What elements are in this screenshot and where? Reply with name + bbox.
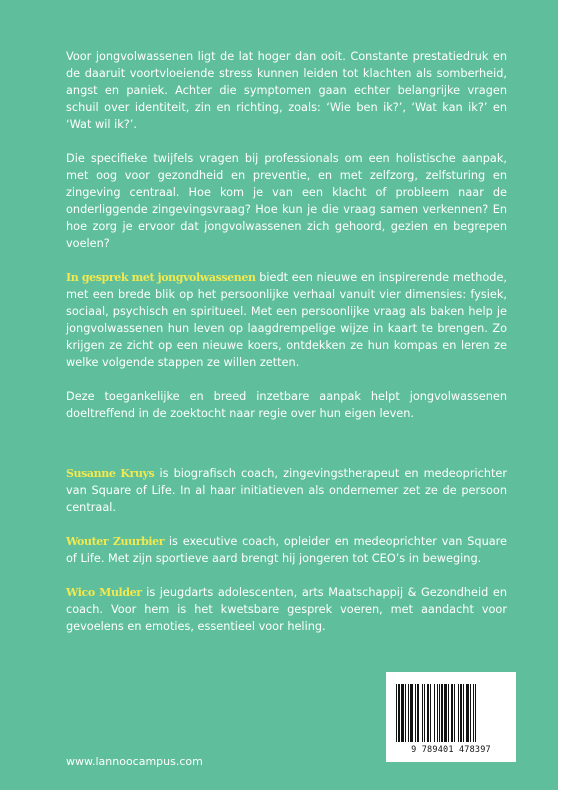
author-bio-text: is jeugdarts adolescenten, arts Maatschappij & Gezondheid en coach. Voor hem is het kwetsbare gesprek voeren, met aandacht voor gevoelens en emoties, essentieel voor heling.: [66, 586, 507, 633]
barcode-bar: [463, 684, 464, 742]
barcode-bar: [417, 684, 419, 742]
barcode-bar: [430, 684, 431, 742]
barcode-bar: [408, 684, 409, 742]
back-cover-text: [66, 48, 507, 635]
publisher-website: www.lannoocampus.com: [66, 755, 203, 768]
barcode-bar: [415, 684, 416, 742]
barcode-bar: [401, 684, 404, 742]
author-bio-text: is executive coach, opleider en medeoprichter van Square of Life. Met zijn sportieve aard brengt hij jongeren tot CEO’s in beweging.: [66, 535, 507, 565]
barcode-bar: [439, 684, 440, 742]
barcode-bar: [475, 684, 476, 742]
barcode-bar: [448, 684, 449, 742]
intro-paragraph-4: Deze toegankelijke en breed inzetbare aanpak helpt jongvolwassenen doeltreffend in de zoektocht naar regie over hun eigen leven.: [66, 390, 507, 420]
barcode-bar: [451, 684, 453, 742]
barcode-bar: [422, 684, 423, 742]
author-bio-text: is biografisch coach, zingevingstherapeut en medeoprichter van Square of Life. In al haar initiatieven als ondernemer zet ze de persoon centraal.: [66, 467, 507, 514]
barcode-bar: [405, 684, 406, 742]
barcode-bar: [444, 684, 447, 742]
barcode-bar: [437, 684, 438, 742]
book-title-highlight: In gesprek met jongvolwassenen: [66, 271, 256, 284]
author-bio-wouter: [66, 533, 507, 567]
author-name: Susanne Kruys: [66, 467, 155, 480]
barcode-bar: [410, 684, 413, 742]
barcode-bar: [434, 684, 435, 742]
isbn-number: 9 789401 478397: [411, 745, 491, 755]
barcode-bar: [396, 684, 397, 742]
barcode-image: [395, 684, 507, 744]
author-name: Wico Mulder: [66, 586, 142, 599]
author-bio-susanne: [66, 465, 507, 516]
intro-paragraph-2: Die specifieke twijfels vragen bij professionals om een holistische aanpak, met oog voor gezondheid en preventie, en met zelfzorg, zelfsturing en zingeving centraal. Hoe kom je van een klacht of probleem naar de onderliggende zingevingsvraag? Hoe kun je die vraag samen verkennen? En hoe zorg je ervoor dat jongvolwassenen zich gehoord, gezien en begrepen voelen?: [66, 152, 507, 250]
barcode-bar: [424, 684, 425, 742]
barcode-bar: [398, 684, 400, 742]
barcode-box: [386, 672, 516, 762]
barcode-bar: [427, 684, 429, 742]
intro-paragraph-3: [66, 269, 507, 371]
intro-paragraph-1: Voor jongvolwassenen ligt de lat hoger dan ooit. Constante prestatiedruk en de daaruit voortvloeiende stress kunnen leiden tot klachten als somberheid, angst en paniek. Achter die symptomen gaan echter belangrijke vragen schuil over identiteit, zin en richting, zoals: ‘Wie ben ik?’, ‘Wat kan ik?’ en ‘Wat wil ik?’.: [66, 50, 507, 131]
barcode-bar: [470, 684, 471, 742]
author-bio-wico: [66, 584, 507, 635]
intro-paragraph-3-text: biedt een nieuwe en inspirerende methode, met een brede blik op het persoonlijke verhaal vanuit vier dimensies: fysiek, sociaal, psychisch en spiritueel. Met een persoonlijke vraag als baken help je jongvolwassenen hun leven op laagdrempelige wijze in kaart te brengen. Zo krijgen ze zicht op een nieuwe koers, ontdekken ze hun kompas en leren ze welke volgende stappen ze willen zetten.: [66, 271, 507, 369]
barcode-bar: [473, 684, 474, 742]
barcode-bar: [466, 684, 469, 742]
barcode-bar: [460, 684, 462, 742]
barcode-bar: [458, 684, 459, 742]
barcode-bar: [454, 684, 455, 742]
barcode-bar: [441, 684, 443, 742]
author-name: Wouter Zuurbier: [66, 535, 165, 548]
